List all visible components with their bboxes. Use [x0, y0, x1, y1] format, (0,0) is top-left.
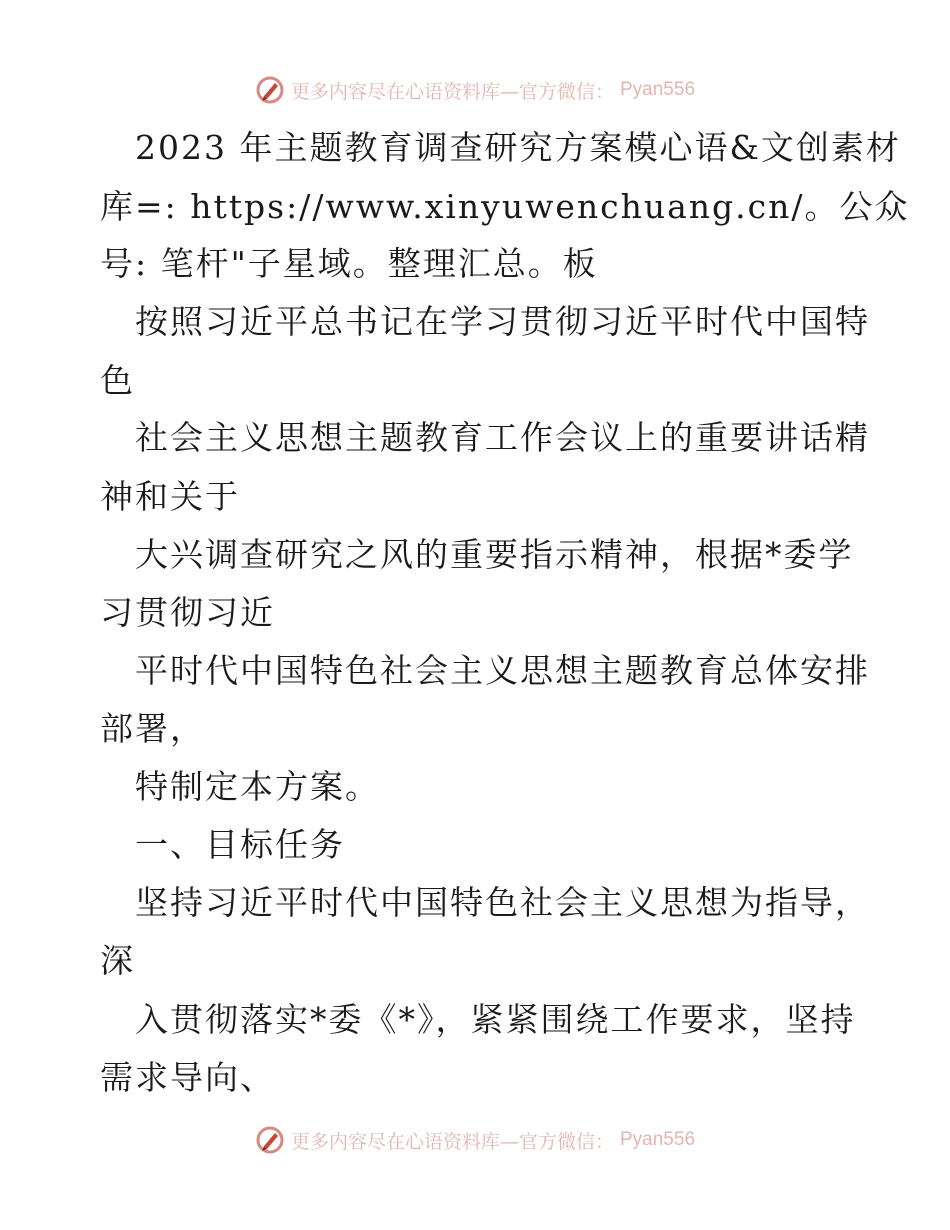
text-line: 库=: https://www.xinyuwenchuang.cn/。公众 [100, 187, 910, 226]
text-line: 深 [100, 941, 135, 980]
section-heading: 一、目标任务 [135, 825, 345, 864]
watermark-text: 更多内容尽在心语资料库—官方微信： [290, 80, 614, 103]
text-line: 部署， [100, 709, 205, 748]
pen-logo-icon [255, 1125, 285, 1155]
text-line: 习贯彻习近 [100, 593, 275, 632]
watermark-banner-top [0, 70, 950, 110]
text-line: 号: 笔杆"子星域。整理汇总。板 [100, 244, 598, 283]
text-line: 大兴调查研究之风的重要指示精神，根据*委学 [135, 535, 854, 574]
watermark-wechat-id: Pyan556 [620, 1129, 696, 1150]
text-line: 按照习近平总书记在学习贯彻习近平时代中国特 [135, 302, 870, 341]
watermark-wechat-id: Pyan556 [620, 79, 696, 100]
text-line: 色 [100, 361, 135, 400]
pen-logo-icon [255, 75, 285, 105]
text-line: 入贯彻落实*委《*》，紧紧围绕工作要求，坚持 [135, 1000, 856, 1039]
text-line: 社会主义思想主题教育工作会议上的重要讲话精 [135, 418, 870, 457]
text-line: 神和关于 [100, 477, 240, 516]
text-line: 坚持习近平时代中国特色社会主义思想为指导， [135, 883, 870, 922]
text-line: 平时代中国特色社会主义思想主题教育总体安排 [135, 651, 870, 690]
text-line: 2023 年主题教育调查研究方案模心语&文创素材 [135, 128, 901, 167]
text-line: 需求导向、 [100, 1058, 275, 1097]
text-line: 特制定本方案。 [135, 767, 380, 806]
watermark-text: 更多内容尽在心语资料库—官方微信： [290, 1130, 614, 1153]
watermark-banner-bottom [0, 1120, 950, 1160]
